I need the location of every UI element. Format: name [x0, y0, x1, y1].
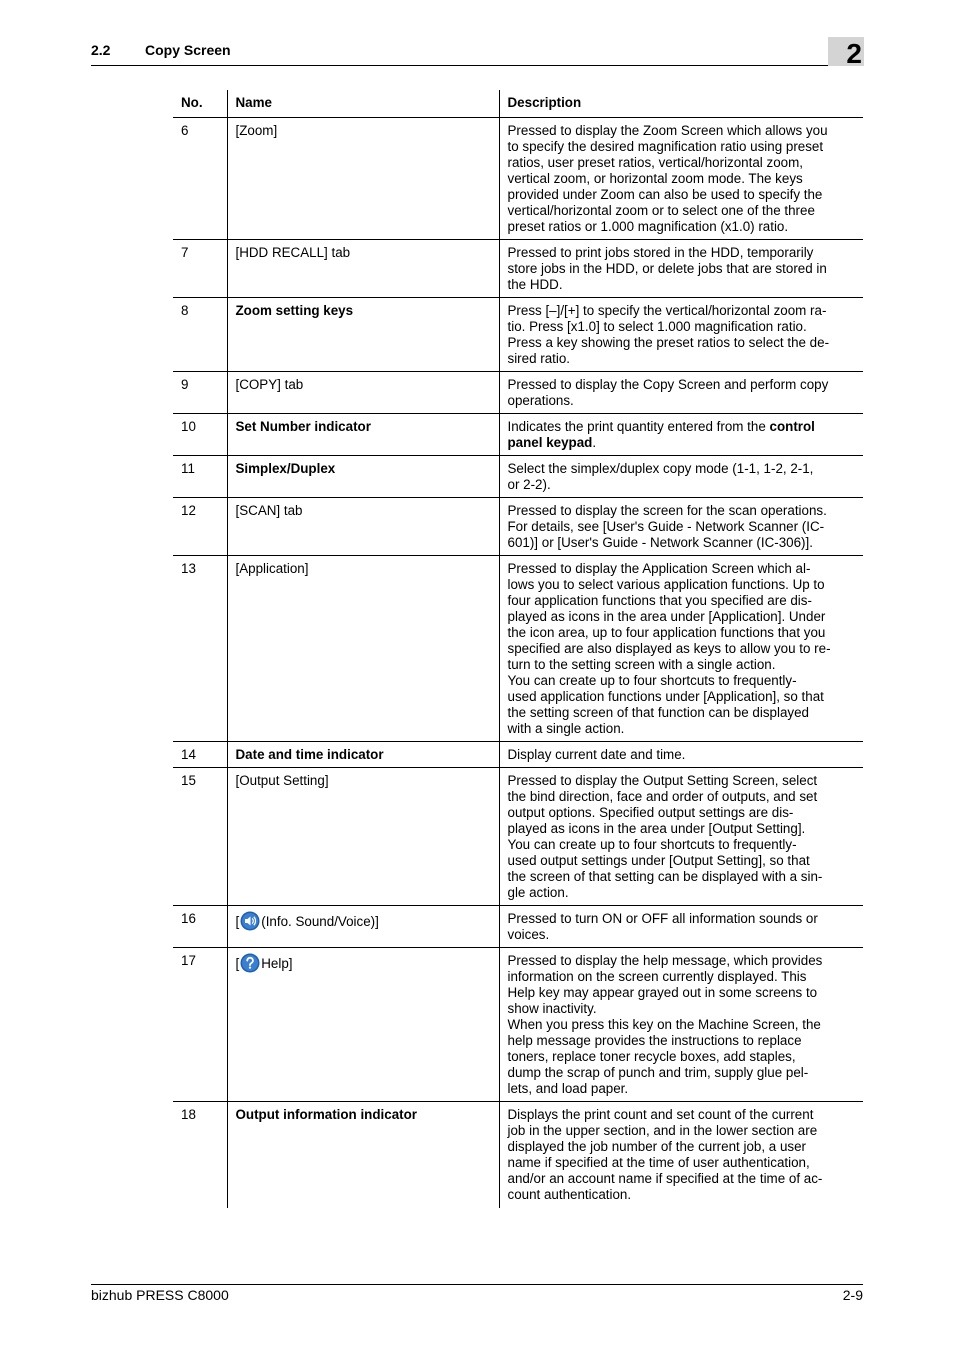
row-description: Pressed to display the Copy Screen and perform copy operations.: [499, 372, 863, 414]
page-header: [91, 38, 863, 69]
table-row: [173, 240, 863, 298]
row-name-suffix: Help]: [261, 956, 293, 971]
row-description: Pressed to display the Zoom Screen which allows you to specify the desired magnification ratio using preset ratios, user preset ratios, vertical/horizontal zoom, vertical zoom, or horizontal zoom mode. The keys provided under Zoom can also be used to specify the vertical/horizontal zoom or to select one of the three preset ratios or 1.000 magnification (x1.0) ratio.: [499, 118, 863, 240]
row-name: [HDD RECALL] tab: [227, 240, 499, 298]
table-body: [173, 118, 863, 1209]
page-number: 2-9: [842, 1287, 863, 1303]
column-header-description: Description: [499, 90, 863, 118]
row-name-suffix: (Info. Sound/Voice)]: [261, 914, 379, 929]
row-number: 6: [173, 118, 227, 240]
row-name-prefix: [: [235, 914, 240, 929]
table-row: [173, 742, 863, 768]
row-name: [Zoom]: [227, 118, 499, 240]
row-number: 9: [173, 372, 227, 414]
table-row: [173, 498, 863, 556]
row-number: 13: [173, 556, 227, 742]
row-number: 15: [173, 768, 227, 906]
table-row: [173, 372, 863, 414]
row-description: Displays the print count and set count of the current job in the upper section, and in the lower section are displayed the job number of the current job, a user name if specified at the time of user authentication, and/or an account name if specified at the time of ac- count authentication.: [499, 1102, 863, 1209]
row-number: 8: [173, 298, 227, 372]
row-number: 17: [173, 948, 227, 1102]
column-header-no: No.: [173, 90, 227, 118]
row-description: [499, 414, 863, 456]
description-emphasis: control panel keypad: [507, 419, 815, 450]
row-name: Set Number indicator: [227, 414, 499, 456]
description-text-end: .: [592, 435, 597, 450]
row-name: [Output Setting]: [227, 768, 499, 906]
header-rule: [91, 65, 863, 66]
footer-rule: [91, 1284, 863, 1285]
row-name: [227, 906, 499, 948]
row-name: [Application]: [227, 556, 499, 742]
section-number: 2.2: [91, 42, 111, 58]
row-number: 10: [173, 414, 227, 456]
table-row: [173, 298, 863, 372]
table-row: [173, 948, 863, 1102]
speaker-icon: [240, 911, 260, 931]
row-description: Display current date and time.: [499, 742, 863, 768]
chapter-number: 2: [846, 38, 862, 69]
table-row: [173, 768, 863, 906]
row-name-prefix: [: [235, 956, 240, 971]
section-title: Copy Screen: [145, 42, 231, 58]
description-table: [173, 90, 863, 1208]
description-text: Indicates the print quantity entered from the: [507, 419, 770, 434]
row-description: Pressed to display the help message, which provides information on the screen currently displayed. This Help key may appear grayed out in some screens to show inactivity. When you press this key on the Machine Screen, the help message provides the instructions to replace toners, replace toner recycle boxes, add staples, dump the scrap of punch and trim, supply glue pel- lets, and load paper.: [499, 948, 863, 1102]
product-name: bizhub PRESS C8000: [91, 1287, 229, 1303]
row-name: [227, 948, 499, 1102]
row-description: Pressed to print jobs stored in the HDD, temporarily store jobs in the HDD, or delete jobs that are stored in the HDD.: [499, 240, 863, 298]
chapter-tab: [828, 37, 864, 69]
row-description: Select the simplex/duplex copy mode (1-1, 1-2, 2-1, or 2-2).: [499, 456, 863, 498]
table-row: [173, 414, 863, 456]
row-number: 7: [173, 240, 227, 298]
row-number: 18: [181, 1107, 196, 1122]
row-name: [SCAN] tab: [227, 498, 499, 556]
row-name: Zoom setting keys: [227, 298, 499, 372]
row-name: [COPY] tab: [227, 372, 499, 414]
row-description: Press [–]/[+] to specify the vertical/horizontal zoom ra- tio. Press [x1.0] to select 1.000 magnification ratio. Press a key showing the preset ratios to select the de- sired ratio.: [499, 298, 863, 372]
table-row: [173, 556, 863, 742]
table-row: [173, 1102, 863, 1209]
row-number: 12: [173, 498, 227, 556]
row-name: Date and time indicator: [227, 742, 499, 768]
table-header-row: [173, 90, 863, 118]
row-number: 16: [173, 906, 227, 948]
column-header-name: Name: [227, 90, 499, 118]
row-description: Pressed to display the Application Screen which al- lows you to select various application functions. Up to four application functions that you specified are dis- played as icons in the area under [Application]. Under the icon area, up to four application functions that you specified are also displayed as keys to allow you to re- turn to the setting screen with a single action. You can create up to four shortcuts to frequently- used application functions under [Application], so that the setting screen of that function can be displayed with a single action.: [499, 556, 863, 742]
row-number: 11: [173, 456, 227, 498]
row-name: Simplex/Duplex: [227, 456, 499, 498]
row-number: 14: [173, 742, 227, 768]
row-description: Pressed to display the Output Setting Screen, select the bind direction, face and order of outputs, and set output options. Specified output settings are dis- played as icons in the area under [Output Setting]. You can create up to four shortcuts to frequently- used output settings under [Output Setting], so that the screen of that setting can be displayed with a sin- gle action.: [499, 768, 863, 906]
table-row: [173, 906, 863, 948]
row-description: Pressed to turn ON or OFF all information sounds or voices.: [499, 906, 863, 948]
table-row: [173, 456, 863, 498]
row-description: Pressed to display the screen for the scan operations. For details, see [User's Guide - Network Scanner (IC- 601)] or [User's Guide - Network Scanner (IC-306)].: [499, 498, 863, 556]
help-icon: [240, 953, 260, 973]
row-name: Output information indicator: [227, 1102, 499, 1209]
table-row: [173, 118, 863, 240]
